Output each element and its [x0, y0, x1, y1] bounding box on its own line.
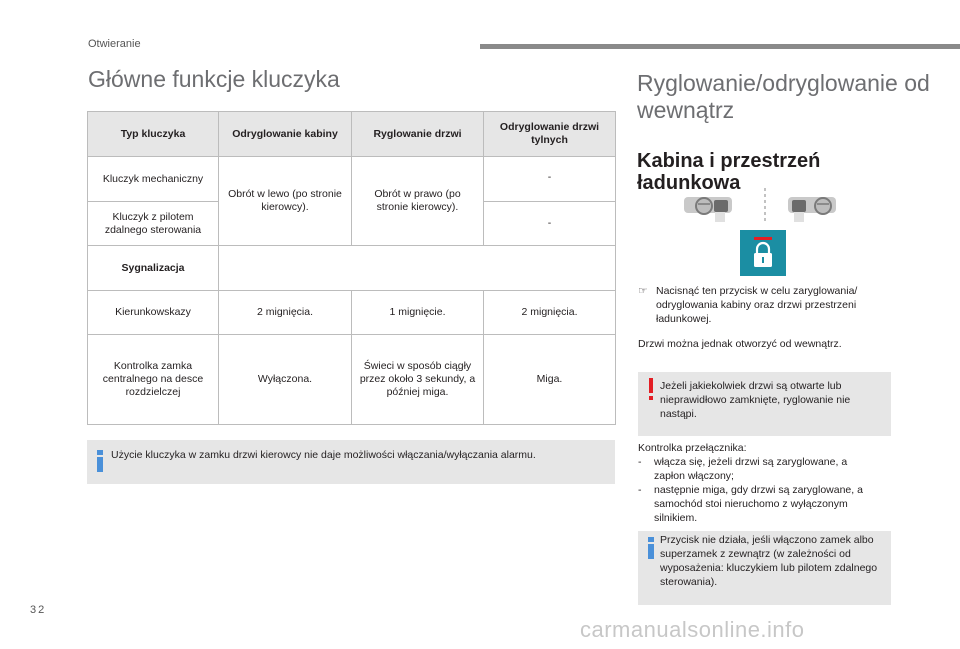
table-cell: Wyłączona.: [219, 335, 352, 425]
list-dash: -: [638, 456, 642, 468]
watermark: carmanualsonline.info: [580, 617, 805, 642]
bullet-text: Nacisnąć ten przycisk w celu zaryglowania/ odryglowania kabiny oraz drzwi przestrzeni ładunkowej.: [656, 285, 858, 325]
table-cell: [219, 246, 616, 291]
switch-title: Kontrolka przełącznika:: [638, 442, 747, 454]
key-functions-table: [87, 111, 616, 425]
table-row: [88, 246, 616, 291]
table-cell: Sygnalizacja: [88, 246, 219, 291]
table-cell: Kontrolka zamka centralnego na desce rozdzielczej: [88, 335, 219, 425]
right-subtitle: Kabina i przestrzeń ładunkowa: [637, 150, 821, 194]
section-label: Otwieranie: [88, 38, 141, 50]
lock-button-illustration: [680, 188, 840, 278]
bullet-arrow-icon: ☞: [638, 285, 648, 297]
info-note-2: [638, 531, 891, 605]
table-cell: 2 mignięcia.: [484, 291, 616, 335]
table-cell: -: [484, 202, 616, 246]
table-cell: Kluczyk z pilotem zdalnego sterowania: [88, 202, 219, 246]
table-header-row: [88, 112, 616, 157]
table-row: [88, 335, 616, 425]
list-item: włącza się, jeżeli drzwi są zaryglowane, a zapłon włączony;: [654, 456, 848, 482]
paragraph: Drzwi można jednak otworzyć od wewnątrz.: [638, 338, 842, 350]
table-header: Odryglowanie kabiny: [219, 112, 352, 157]
warning-icon: [646, 378, 656, 400]
table-header: Ryglowanie drzwi: [352, 112, 484, 157]
table-cell: Świeci w sposób ciągły przez około 3 sekundy, a później miga.: [352, 335, 484, 425]
list-dash: -: [638, 484, 642, 496]
table-cell: Kierunkowskazy: [88, 291, 219, 335]
table-cell: Kluczyk mechaniczny: [88, 157, 219, 202]
warning-note-text: Jeżeli jakiekolwiek drzwi są otwarte lub nieprawidłowo zamknięte, ryglowanie nie nastąpi.: [660, 380, 851, 420]
table-cell: Obrót w prawo (po stronie kierowcy).: [352, 157, 484, 246]
left-title: Główne funkcje kluczyka: [88, 66, 340, 92]
info-note-text: Użycie kluczyka w zamku drzwi kierowcy nie daje możliwości włączania/wyłączania alarmu.: [111, 449, 536, 461]
table-row: [88, 291, 616, 335]
table-cell: -: [484, 157, 616, 202]
header-rule: [480, 44, 960, 49]
table-cell: Obrót w lewo (po stronie kierowcy).: [219, 157, 352, 246]
central-lock-button-icon: [740, 230, 786, 276]
info-note-text: Przycisk nie działa, jeśli włączono zamek albo superzamek z zewnątrz (w zależności od wyposażenia: kluczykiem lub pilotem zdalnego sterowania).: [660, 534, 878, 588]
table-cell: 2 mignięcia.: [219, 291, 352, 335]
left-door-switch-icon: [684, 197, 732, 222]
page-number: 32: [30, 604, 47, 616]
table-cell: Miga.: [484, 335, 616, 425]
info-note: [87, 440, 615, 484]
table-header: Typ kluczyka: [88, 112, 219, 157]
table-header: Odryglowanie drzwi tylnych: [484, 112, 616, 157]
info-icon: [646, 537, 656, 559]
info-icon: [95, 450, 105, 472]
warning-note: [638, 372, 891, 436]
table-row: [88, 157, 616, 202]
list-item: następnie miga, gdy drzwi są zaryglowane, a samochód stoi nieruchomo z wyłączonym silnikiem.: [654, 484, 863, 524]
right-door-switch-icon: [788, 197, 836, 222]
table-cell: 1 mignięcie.: [352, 291, 484, 335]
right-title: Ryglowanie/odryglowanie od wewnątrz: [637, 70, 930, 123]
